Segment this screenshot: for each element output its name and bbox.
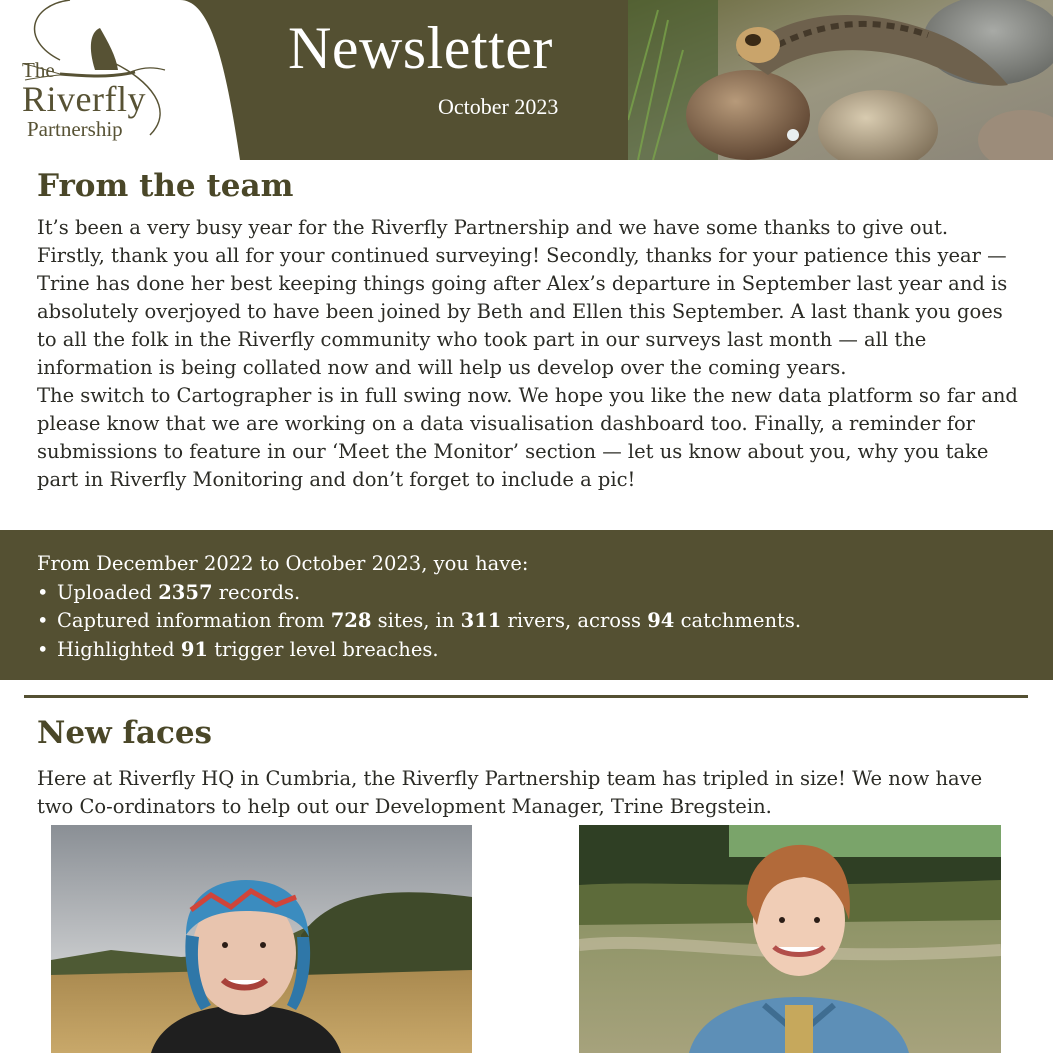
logo-partnership: Partnership: [27, 117, 123, 141]
stats-item-breaches: • Highlighted 91 trigger level breaches.: [37, 636, 801, 665]
logo-riverfly: Riverfly: [22, 79, 146, 119]
stats-intro: From December 2022 to October 2023, you have:: [37, 552, 529, 575]
title-band-curve: [180, 0, 250, 160]
from-the-team-paragraph-1: It’s been a very busy year for the Riverfly Partnership and we have some thanks to give out. Firstly, thank you all for your continued surveying! Secondly, thanks for your patience this year — Trine has done her best keeping things going after Alex’s departure in September last year and is absolutely overjoyed to have been joined by Beth and Ellen this September. A last thank you goes to all the folk in the Riverfly community who took part in our surveys last month — all the information is being collated now and will help us develop over the coming years.: [37, 216, 1008, 379]
coordinator-photo-1: [51, 825, 472, 1053]
from-the-team-body: [37, 214, 1022, 494]
stats-list: [37, 579, 801, 665]
caddisfly-larva-photo: [628, 0, 1053, 160]
logo-the: The: [22, 58, 55, 82]
newsletter-date: October 2023: [438, 94, 559, 119]
stats-band: [0, 530, 1053, 680]
stats-item-sites: • Captured information from 728 sites, in 311 rivers, across 94 catchments.: [37, 607, 801, 636]
newsletter-header: [0, 0, 1053, 160]
stats-item-records: • Uploaded 2357 records.: [37, 579, 801, 608]
new-faces-heading: New faces: [37, 715, 213, 751]
stats-content: [37, 550, 801, 664]
new-faces-body: Here at Riverfly HQ in Cumbria, the Riverfly Partnership team has tripled in size! We now have two Co-ordinators to help out our Development Manager, Trine Bregstein.: [37, 767, 983, 818]
coordinator-photo-2: [579, 825, 1001, 1053]
from-the-team-paragraph-2: The switch to Cartographer is in full swing now. We hope you like the new data platform so far and please know that we are working on a data visualisation dashboard too. Finally, a reminder for submissions to feature in our ‘Meet the Monitor’ section — let us know about you, why you take part in Riverfly Monitoring and don’t forget to include a pic!: [37, 384, 1018, 491]
newsletter-title: Newsletter: [288, 15, 553, 81]
from-the-team-heading: From the team: [37, 168, 294, 204]
section-divider: [24, 695, 1028, 698]
